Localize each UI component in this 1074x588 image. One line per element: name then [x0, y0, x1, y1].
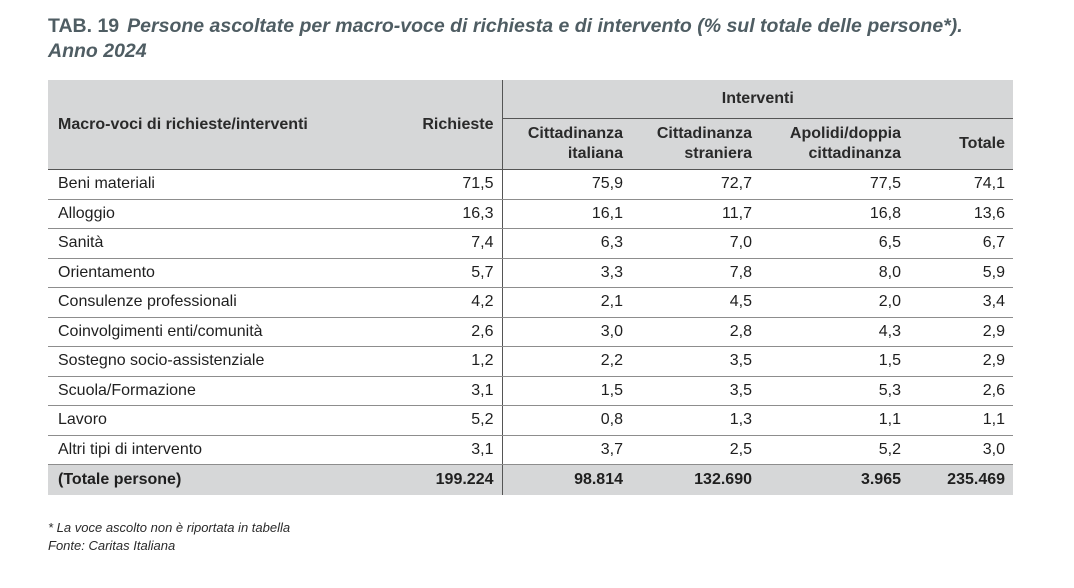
cell-richieste: 4,2 — [342, 288, 502, 318]
cell-straniera: 1,3 — [631, 406, 760, 436]
total-apolidi: 3.965 — [760, 465, 909, 496]
header-totale — [909, 119, 1013, 170]
cell-totale: 3,4 — [909, 288, 1013, 318]
total-italiana: 98.814 — [502, 465, 631, 496]
footnote: * La voce ascolto non è riportata in tabella — [48, 520, 291, 535]
header-cittadinanza-straniera — [631, 119, 760, 170]
table-row — [48, 229, 1013, 259]
table-row — [48, 347, 1013, 377]
cell-apolidi: 1,1 — [760, 406, 909, 436]
header-cittadinanza-italiana — [502, 119, 631, 170]
cell-apolidi: 6,5 — [760, 229, 909, 259]
cell-italiana: 0,8 — [502, 406, 631, 436]
cell-apolidi: 16,8 — [760, 199, 909, 229]
header-line: Cittadinanza — [527, 125, 623, 142]
cell-italiana: 2,1 — [502, 288, 631, 318]
table-row — [48, 406, 1013, 436]
table-row — [48, 376, 1013, 406]
header-line: Cittadinanza — [656, 125, 752, 142]
source-note: Fonte: Caritas Italiana — [48, 538, 176, 553]
header-interventi: Interventi — [502, 80, 1013, 119]
cell-apolidi: 77,5 — [760, 170, 909, 200]
table-row — [48, 170, 1013, 200]
cell-straniera: 72,7 — [631, 170, 760, 200]
row-label: Lavoro — [48, 406, 342, 436]
table-row — [48, 435, 1013, 465]
header-richieste: Richieste — [342, 80, 502, 170]
cell-apolidi: 1,5 — [760, 347, 909, 377]
cell-straniera: 2,5 — [631, 435, 760, 465]
table-row — [48, 199, 1013, 229]
total-row — [48, 465, 1013, 496]
cell-straniera: 11,7 — [631, 199, 760, 229]
cell-italiana: 16,1 — [502, 199, 631, 229]
header-macro-voci: Macro-voci di richieste/interventi — [48, 80, 342, 170]
row-label: Sanità — [48, 229, 342, 259]
cell-straniera: 3,5 — [631, 376, 760, 406]
cell-richieste: 71,5 — [342, 170, 502, 200]
cell-totale: 13,6 — [909, 199, 1013, 229]
total-richieste: 199.224 — [342, 465, 502, 496]
data-table — [48, 80, 1013, 495]
cell-richieste: 1,2 — [342, 347, 502, 377]
cell-straniera: 7,8 — [631, 258, 760, 288]
cell-richieste: 3,1 — [342, 376, 502, 406]
cell-apolidi: 2,0 — [760, 288, 909, 318]
row-label: Alloggio — [48, 199, 342, 229]
header-line: Apolidi/doppia — [789, 125, 901, 142]
cell-straniera: 2,8 — [631, 317, 760, 347]
cell-totale: 2,9 — [909, 317, 1013, 347]
header-line: Totale — [959, 135, 1006, 152]
cell-italiana: 1,5 — [502, 376, 631, 406]
cell-apolidi: 4,3 — [760, 317, 909, 347]
table-number: TAB. 19 — [48, 15, 120, 37]
header-line: cittadinanza — [808, 145, 901, 162]
cell-totale: 74,1 — [909, 170, 1013, 200]
table-row — [48, 258, 1013, 288]
cell-richieste: 3,1 — [342, 435, 502, 465]
header-apolidi-doppia-cittadinanza — [760, 119, 909, 170]
cell-straniera: 7,0 — [631, 229, 760, 259]
row-label: Altri tipi di intervento — [48, 435, 342, 465]
row-label: Coinvolgimenti enti/comunità — [48, 317, 342, 347]
header-line: italiana — [567, 145, 623, 162]
cell-italiana: 3,0 — [502, 317, 631, 347]
cell-italiana: 3,3 — [502, 258, 631, 288]
total-label: (Totale persone) — [48, 465, 342, 496]
cell-italiana: 2,2 — [502, 347, 631, 377]
cell-totale: 6,7 — [909, 229, 1013, 259]
row-label: Beni materiali — [48, 170, 342, 200]
cell-richieste: 5,2 — [342, 406, 502, 436]
cell-totale: 2,9 — [909, 347, 1013, 377]
table-title — [48, 14, 1048, 64]
row-label: Orientamento — [48, 258, 342, 288]
table-year: Anno 2024 — [48, 40, 147, 62]
table-caption: Persone ascoltate per macro-voce di richiesta e di intervento (% sul totale delle persone*). — [127, 15, 963, 37]
cell-totale: 2,6 — [909, 376, 1013, 406]
cell-richieste: 2,6 — [342, 317, 502, 347]
cell-apolidi: 5,2 — [760, 435, 909, 465]
cell-richieste: 16,3 — [342, 199, 502, 229]
row-label: Scuola/Formazione — [48, 376, 342, 406]
table-row — [48, 288, 1013, 318]
table-row — [48, 317, 1013, 347]
total-straniera: 132.690 — [631, 465, 760, 496]
cell-apolidi: 5,3 — [760, 376, 909, 406]
cell-totale: 5,9 — [909, 258, 1013, 288]
cell-italiana: 3,7 — [502, 435, 631, 465]
cell-italiana: 75,9 — [502, 170, 631, 200]
total-totale: 235.469 — [909, 465, 1013, 496]
cell-straniera: 4,5 — [631, 288, 760, 318]
cell-richieste: 7,4 — [342, 229, 502, 259]
cell-apolidi: 8,0 — [760, 258, 909, 288]
cell-totale: 3,0 — [909, 435, 1013, 465]
cell-totale: 1,1 — [909, 406, 1013, 436]
row-label: Consulenze professionali — [48, 288, 342, 318]
table-notes — [48, 519, 290, 555]
cell-straniera: 3,5 — [631, 347, 760, 377]
row-label: Sostegno socio-assistenziale — [48, 347, 342, 377]
cell-italiana: 6,3 — [502, 229, 631, 259]
header-line: straniera — [684, 145, 752, 162]
cell-richieste: 5,7 — [342, 258, 502, 288]
